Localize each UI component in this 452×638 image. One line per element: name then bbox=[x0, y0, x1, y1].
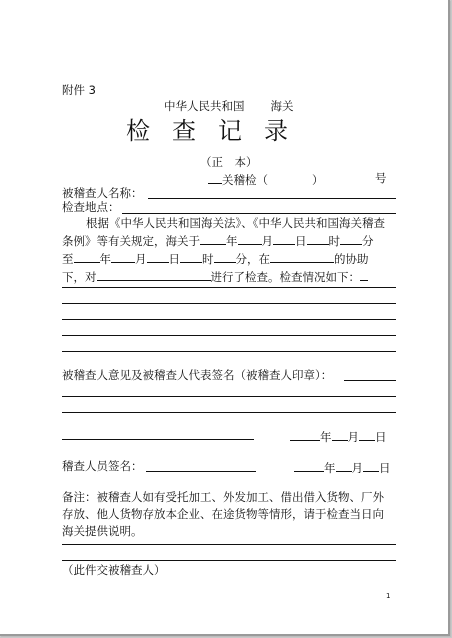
inspection-object-field[interactable] bbox=[97, 268, 211, 281]
remarks-paragraph: 备注：被稽查人如有受托加工、外发加工、借出借入货物、厂外 存放、他人货物存放本企业、在途货物等情形，请于检查当日向 海关提供说明。 bbox=[62, 490, 384, 538]
details-line[interactable] bbox=[62, 287, 396, 288]
number-suffix: 号 bbox=[375, 171, 387, 185]
opinion-label: 被稽查人意见及被稽查人代表签名（被稽查人印章）： bbox=[62, 368, 333, 382]
inspected-party-label: 被稽查人名称： bbox=[62, 186, 143, 200]
hour-field[interactable] bbox=[307, 232, 329, 245]
assisting-party-field[interactable] bbox=[270, 250, 334, 263]
opinion-field[interactable] bbox=[344, 380, 396, 381]
ref-close: ） bbox=[312, 173, 324, 187]
inspection-location-label: 检查地点： bbox=[62, 200, 120, 214]
month-field[interactable] bbox=[238, 232, 262, 245]
page-title: 检查记录 bbox=[126, 117, 310, 145]
basis-text-1: 根据《中华人民共和国海关法》、《中华人民共和国海关稽查 bbox=[86, 216, 385, 230]
inspected-party-field[interactable] bbox=[148, 198, 396, 199]
copy-to-inspected-note: （此件交被稽查人） bbox=[62, 563, 166, 577]
legal-basis-paragraph: 根据《中华人民共和国海关法》、《中华人民共和国海关稽查 条例》等有关规定，海关于 年 月 日 时 分 至 年 月 日 时 分，在 的协助 下，对 进行了检查。检查情况如下： bbox=[62, 216, 385, 284]
month-field-end[interactable] bbox=[111, 250, 135, 263]
opinion-signature-line[interactable] bbox=[62, 439, 254, 440]
appendix-label: 附件 3 bbox=[62, 83, 96, 97]
year-field-end[interactable] bbox=[74, 250, 100, 263]
prc-label: 中华人民共和国 bbox=[164, 99, 245, 113]
customs-label: 海关 bbox=[270, 99, 294, 113]
day-field-end[interactable] bbox=[147, 250, 169, 263]
inspector-date: 年 月 日 bbox=[294, 459, 391, 475]
inspection-ref-label: 关稽检（ bbox=[222, 173, 268, 187]
opinion-date: 年 月 日 bbox=[290, 428, 387, 444]
inspection-location-field[interactable] bbox=[122, 213, 396, 214]
basis-text-2: 条例》等有关规定，海关于 bbox=[62, 234, 200, 248]
remarks-line[interactable] bbox=[62, 544, 396, 545]
inspector-signature-field[interactable] bbox=[146, 471, 256, 472]
inspector-signature-label: 稽查人员签名： bbox=[62, 459, 143, 473]
opinion-line[interactable] bbox=[62, 396, 396, 397]
year-field[interactable] bbox=[200, 232, 226, 245]
hour-field-end[interactable] bbox=[180, 250, 202, 263]
copy-mark: （正 本） bbox=[200, 155, 258, 169]
document-number bbox=[208, 171, 324, 187]
details-line[interactable] bbox=[62, 303, 396, 304]
opinion-line[interactable] bbox=[62, 412, 396, 413]
details-line[interactable] bbox=[62, 351, 396, 352]
remarks-line[interactable] bbox=[62, 560, 396, 561]
details-line[interactable] bbox=[62, 335, 396, 336]
day-field[interactable] bbox=[273, 232, 295, 245]
minute-field-end[interactable] bbox=[214, 250, 236, 263]
page-number: 1 bbox=[386, 592, 391, 600]
customs-heading bbox=[164, 99, 294, 113]
details-line[interactable] bbox=[62, 319, 396, 320]
minute-field[interactable] bbox=[340, 232, 362, 245]
